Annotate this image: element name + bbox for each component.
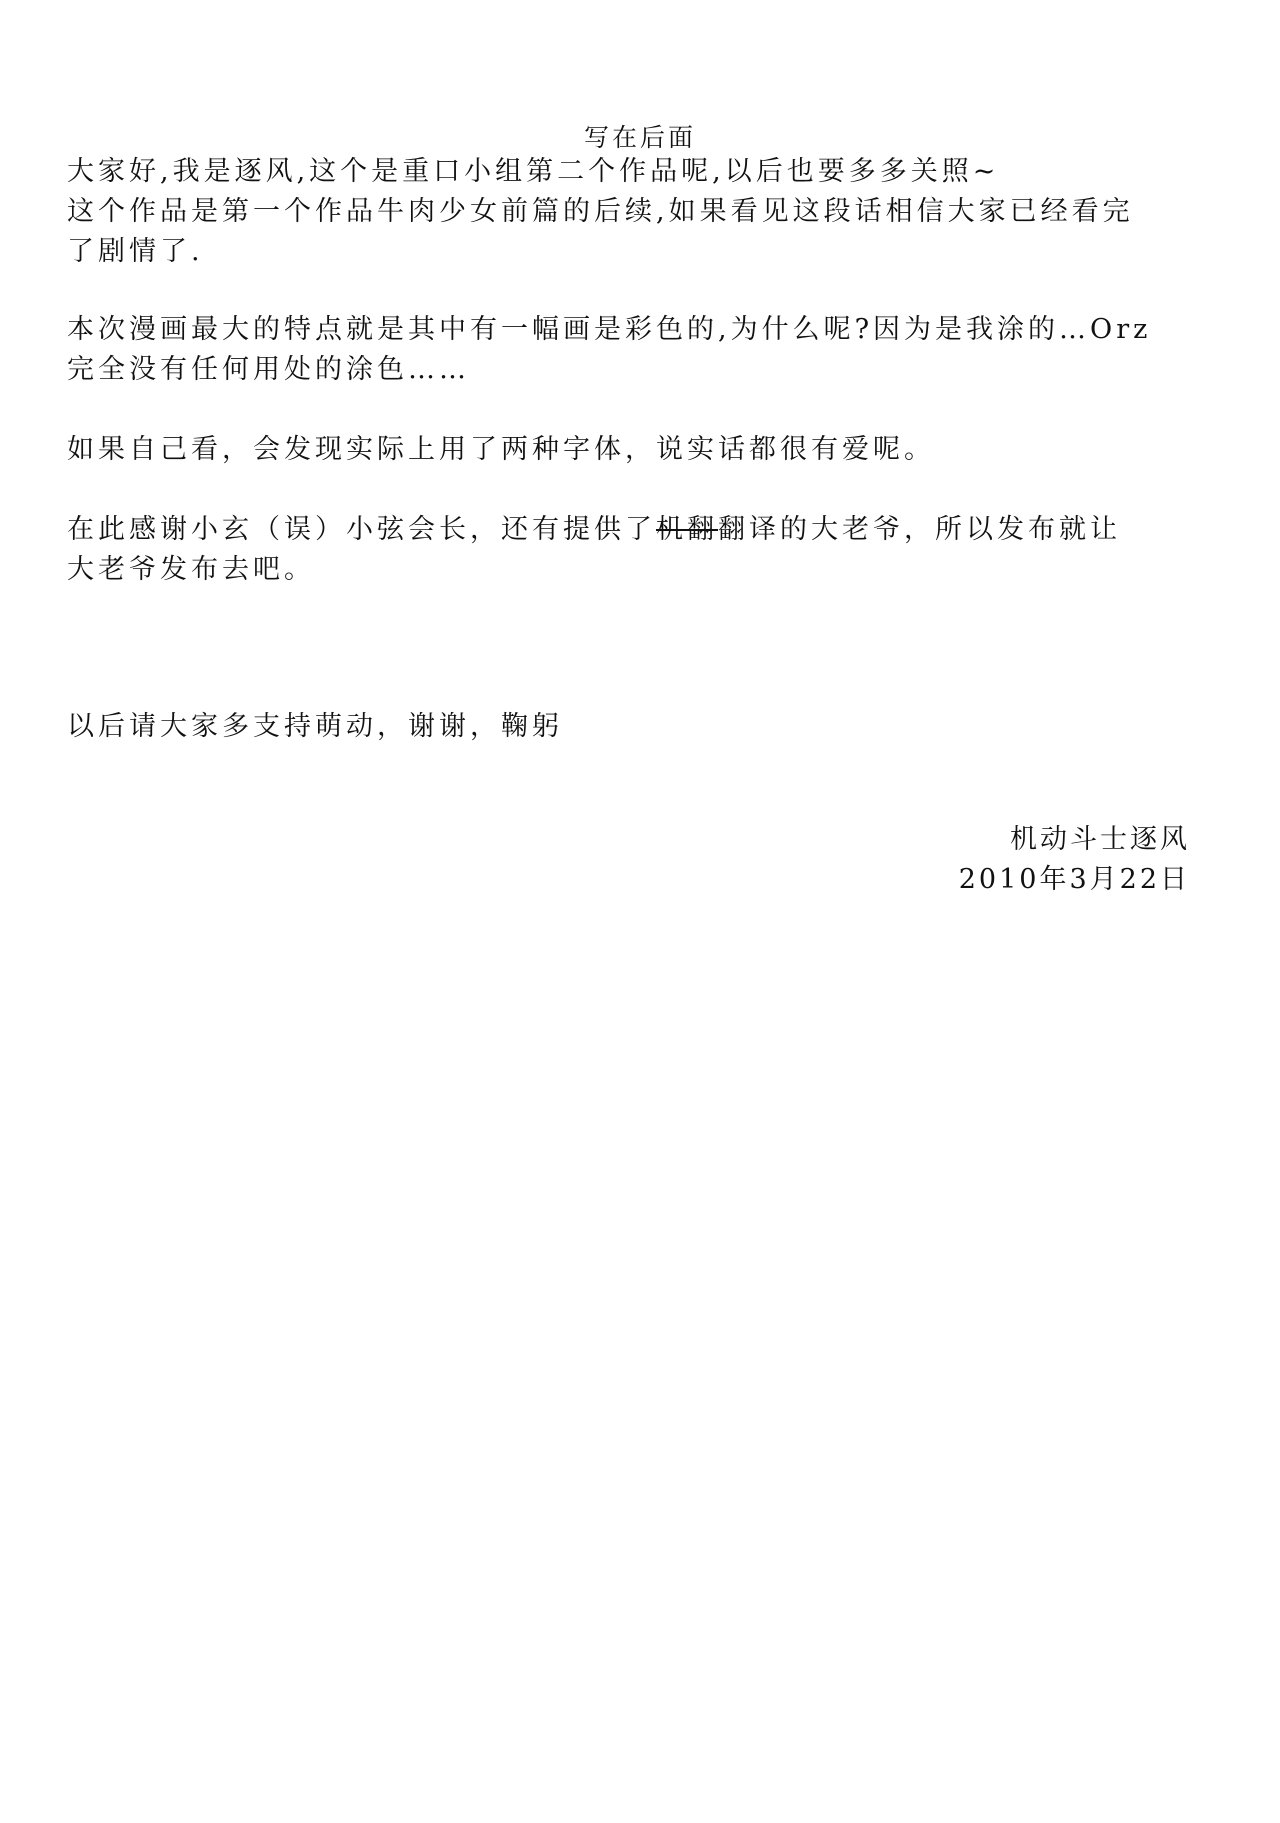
paragraph-fonts xyxy=(67,430,1197,470)
paragraph-line: 了剧情了. xyxy=(67,236,204,267)
paragraph-closing xyxy=(67,707,1197,747)
paragraph-line: 完全没有任何用处的涂色…… xyxy=(67,354,470,385)
paragraph-line: 大老爷发布去吧。 xyxy=(67,554,315,585)
page-title: 写在后面 xyxy=(583,123,696,152)
paragraph-line: 这个作品是第一个作品牛肉少女前篇的后续,如果看见这段话相信大家已经看完 xyxy=(67,196,1134,227)
signature-name: 机动斗士逐风 xyxy=(1010,824,1190,855)
struck-text: 机翻 xyxy=(656,514,718,545)
paragraph-color-page xyxy=(67,310,1197,390)
paragraph-line: 如果自己看，会发现实际上用了两种字体，说实话都很有爱呢。 xyxy=(67,434,935,465)
paragraph-greeting xyxy=(67,152,1197,272)
signature-block xyxy=(959,820,1190,900)
paragraph-line: 以后请大家多支持萌动，谢谢，鞠躬 xyxy=(67,711,563,742)
paragraph-line: 大家好,我是逐风,这个是重口小组第二个作品呢,以后也要多多关照~ xyxy=(67,156,1000,187)
paragraph-line xyxy=(67,510,1197,550)
signature-date: 2010年3月22日 xyxy=(958,864,1190,895)
thanks-text-continued: 翻译的大老爷，所以发布就让 xyxy=(718,514,1121,545)
thanks-text: 在此感谢小玄（误）小弦会长，还有提供了 xyxy=(67,514,656,545)
paragraph-line: 本次漫画最大的特点就是其中有一幅画是彩色的,为什么呢?因为是我涂的…Orz xyxy=(67,314,1152,345)
paragraph-thanks xyxy=(67,510,1197,590)
